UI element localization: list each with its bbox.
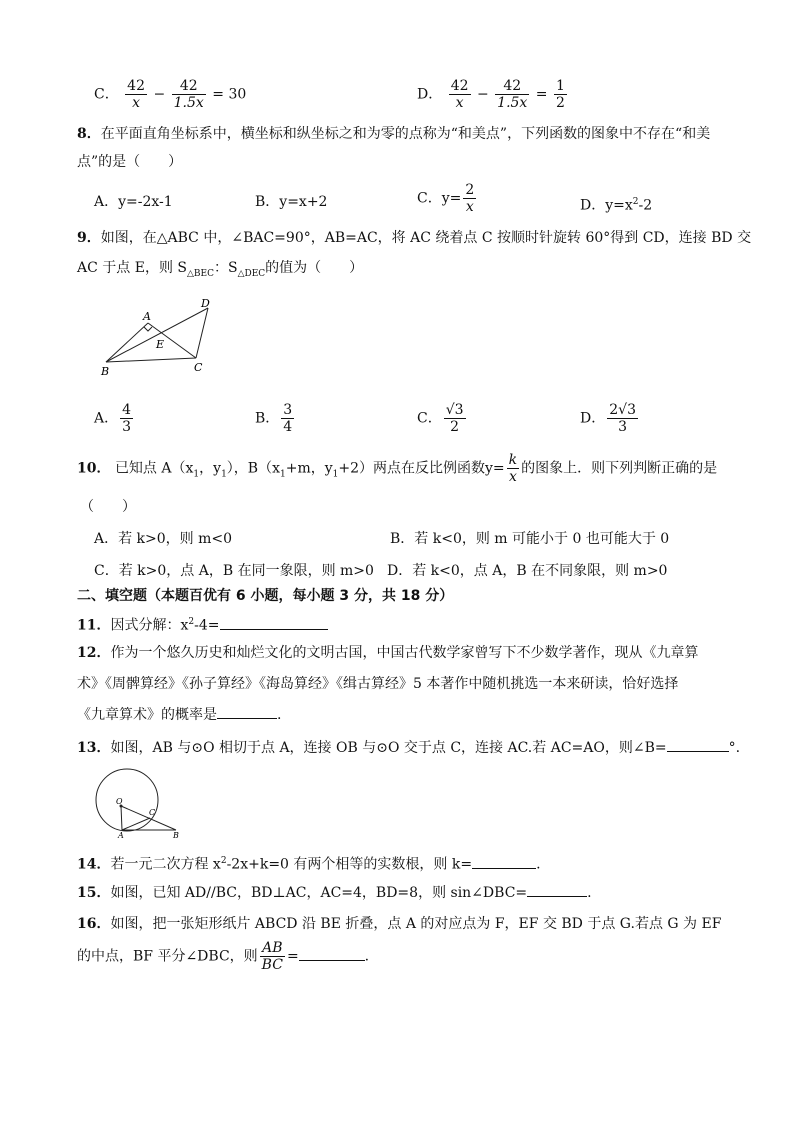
minus-sign: − xyxy=(153,86,166,103)
answer-blank[interactable] xyxy=(667,751,729,752)
answer-blank[interactable] xyxy=(217,718,277,719)
question-number: 15． xyxy=(77,885,111,901)
q10-stem-line2: （ ） xyxy=(80,499,136,515)
q16-line2 xyxy=(77,940,369,973)
numerator: 4 xyxy=(122,402,132,418)
q8-option-b: B．y=x+2 xyxy=(255,194,328,210)
option-label: B． xyxy=(255,410,280,427)
question-number: 14． xyxy=(77,856,111,873)
fraction xyxy=(125,78,147,111)
q10-option-a: A．若 k>0，则 m<0 xyxy=(94,531,233,547)
q12-line3 xyxy=(77,705,281,725)
q8-option-a: A．y=-2x-1 xyxy=(94,194,173,210)
option-label: C．y= xyxy=(417,190,462,207)
period: . xyxy=(587,885,592,901)
text: -4= xyxy=(194,617,220,634)
label-c: C xyxy=(149,808,156,817)
q12-line2: 术》《周髀算经》《孙子算经》《海岛算经》《缉古算经》5 本著作中随机挑选一本来研读，恰好选择 xyxy=(77,676,679,692)
q11 xyxy=(77,612,328,636)
denominator: 3 xyxy=(122,419,132,435)
question-text: 在平面直角坐标系中，横坐标和纵坐标之和为零的点称为“和美点”，下列函数的图象中不存在“和美 xyxy=(100,126,711,142)
q8-stem-line2: 点”的是（ ） xyxy=(77,154,183,170)
text: ），B（x xyxy=(226,460,280,477)
text: -2x+k=0 有两个相等的实数根，则 k= xyxy=(226,856,473,873)
denominator: 2 xyxy=(555,95,565,111)
question-text: 如图，在△ABC 中，∠BAC=90°，AB=AC，将 AC 绕着点 C 按顺时针旋转 60°得到 CD，连接 BD 交 xyxy=(100,230,752,246)
q7-option-c xyxy=(94,78,246,111)
label-e: E xyxy=(156,338,165,351)
q9-option-b xyxy=(255,402,296,435)
q9-option-a xyxy=(94,402,135,435)
question-text: 的中点，BF 平分∠DBC，则 xyxy=(77,948,258,965)
question-number: 13． xyxy=(77,740,111,756)
q13-circle-figure xyxy=(94,766,184,838)
subscript: 1 xyxy=(221,469,227,480)
text: 的值为（ ） xyxy=(265,260,364,276)
label-a: A xyxy=(143,310,151,323)
equation-rhs: = 30 xyxy=(212,86,247,103)
denominator: x xyxy=(508,469,517,485)
fraction xyxy=(463,182,476,215)
section-heading: 二、填空题（本题百优有 6 小题，每小题 3 分，共 18 分） xyxy=(77,588,454,604)
q12-line1 xyxy=(77,643,698,663)
question-number: 12． xyxy=(77,645,111,661)
label-b: B xyxy=(173,831,179,838)
option-label: D． xyxy=(417,86,443,103)
denominator: x xyxy=(132,95,141,111)
numerator: 42 xyxy=(172,78,206,95)
question-text: 如图，已知 AD//BC，BD⊥AC，AC=4，BD=8，则 sin∠DBC= xyxy=(110,885,528,901)
numerator: 2 xyxy=(465,182,475,198)
denominator: 1.5x xyxy=(173,95,204,111)
question-number: 16． xyxy=(77,916,111,932)
option-tail: -2 xyxy=(638,197,653,214)
text: +2）两点在反比例函数y= xyxy=(338,460,505,477)
text: 若一元二次方程 x xyxy=(110,856,221,873)
option-label: C． xyxy=(94,86,119,103)
q9-stem-line2 xyxy=(77,258,363,284)
answer-blank[interactable] xyxy=(220,629,328,630)
question-text: 如图，把一张矩形纸片 ABCD 沿 BE 折叠，点 A 的对应点为 F，EF 交 BD 于点 G.若点 G 为 EF xyxy=(110,916,722,932)
label-c: C xyxy=(194,361,203,374)
numerator: k xyxy=(508,452,518,468)
fraction xyxy=(120,402,133,435)
q9-triangle-figure xyxy=(98,296,218,378)
q13 xyxy=(77,738,740,758)
minus-sign: − xyxy=(476,86,489,103)
q10-option-c: C．若 k>0，点 A，B 在同一象限，则 m>0 xyxy=(94,563,374,579)
denominator: 1.5x xyxy=(497,95,528,111)
option-label: D．y=x xyxy=(580,197,633,214)
q8-option-d xyxy=(580,192,652,216)
fraction xyxy=(554,78,567,111)
exponent: 2 xyxy=(220,856,227,866)
period: . xyxy=(536,856,541,873)
q16-line1 xyxy=(77,914,721,934)
answer-blank[interactable] xyxy=(472,868,536,869)
denominator: 3 xyxy=(618,419,628,435)
subscript: 1 xyxy=(193,469,200,480)
q10-option-d: D．若 k<0，点 A，B 在不同象限，则 m>0 xyxy=(387,563,668,579)
numerator: 42 xyxy=(127,78,145,94)
question-text: 如图，AB 与⊙O 相切于点 A，连接 OB 与⊙O 交于点 C，连接 AC.若 AC=AO，则∠B= xyxy=(110,740,667,756)
q8-option-c xyxy=(417,182,478,215)
answer-blank[interactable] xyxy=(299,960,365,961)
q9-stem-line1 xyxy=(77,228,751,248)
text: 已知点 A（x xyxy=(114,460,194,477)
q9-option-d xyxy=(580,402,640,435)
numerator: 1 xyxy=(555,78,565,94)
fraction xyxy=(495,78,529,111)
text: 的图象上．则下列判断正确的是 xyxy=(521,460,718,477)
question-number: 11． xyxy=(77,617,111,634)
label-b: B xyxy=(101,365,110,378)
text: +m，y xyxy=(285,460,333,477)
label-o: O xyxy=(116,797,123,806)
q8-stem-line1 xyxy=(77,124,710,144)
equals-sign: = xyxy=(535,86,548,103)
option-label: D． xyxy=(580,410,606,427)
equals-sign: = xyxy=(286,948,299,965)
subscript: 1 xyxy=(332,469,339,480)
question-number: 10． xyxy=(77,460,111,477)
text: ，y xyxy=(199,460,222,477)
exponent: 2 xyxy=(188,617,195,627)
numerator: 42 xyxy=(450,78,469,94)
fraction xyxy=(449,78,471,111)
numerator: AB xyxy=(260,940,285,957)
q9-option-c xyxy=(417,402,468,435)
option-label: C． xyxy=(417,410,442,427)
text: 因式分解：x xyxy=(110,617,189,634)
q14 xyxy=(77,851,541,875)
denominator: BC xyxy=(261,957,283,973)
numerator: 3 xyxy=(283,402,293,418)
denominator: x xyxy=(465,199,474,215)
numerator: 2√3 xyxy=(609,402,636,418)
degree-tail: °. xyxy=(728,740,741,756)
q10-option-b: B．若 k<0，则 m 可能小于 0 也可能大于 0 xyxy=(390,531,670,547)
fraction xyxy=(607,402,638,435)
period: . xyxy=(277,707,282,723)
fraction xyxy=(172,78,206,111)
question-number: 8． xyxy=(77,126,101,142)
period: . xyxy=(364,948,370,965)
fraction xyxy=(444,402,466,435)
question-text: 作为一个悠久历史和灿烂文化的文明古国，中国古代数学家曾写下不少数学著作，现从《九章算 xyxy=(110,645,699,661)
exponent: 2 xyxy=(632,197,639,207)
denominator: x xyxy=(455,95,464,111)
q10-stem-line1 xyxy=(77,452,717,485)
question-number: 9． xyxy=(77,230,101,246)
q7-option-d xyxy=(417,78,569,111)
fraction xyxy=(260,940,285,973)
numerator: 42 xyxy=(495,78,529,95)
answer-blank[interactable] xyxy=(527,896,587,897)
denominator: 2 xyxy=(450,419,460,435)
question-text: 《九章算术》的概率是 xyxy=(77,707,217,723)
fraction xyxy=(281,402,294,435)
text: AC 于点 E，则 S xyxy=(77,260,187,276)
denominator: 4 xyxy=(283,419,293,435)
q15 xyxy=(77,883,592,903)
subscript: 1 xyxy=(279,469,286,480)
label-d: D xyxy=(201,297,210,310)
option-label: A． xyxy=(94,410,119,427)
label-a: A xyxy=(118,831,124,838)
subscript: △BEC xyxy=(186,268,214,279)
numerator: √3 xyxy=(445,402,464,418)
text: ：S xyxy=(213,260,238,276)
subscript: △DEC xyxy=(237,268,266,279)
fraction xyxy=(507,452,519,485)
